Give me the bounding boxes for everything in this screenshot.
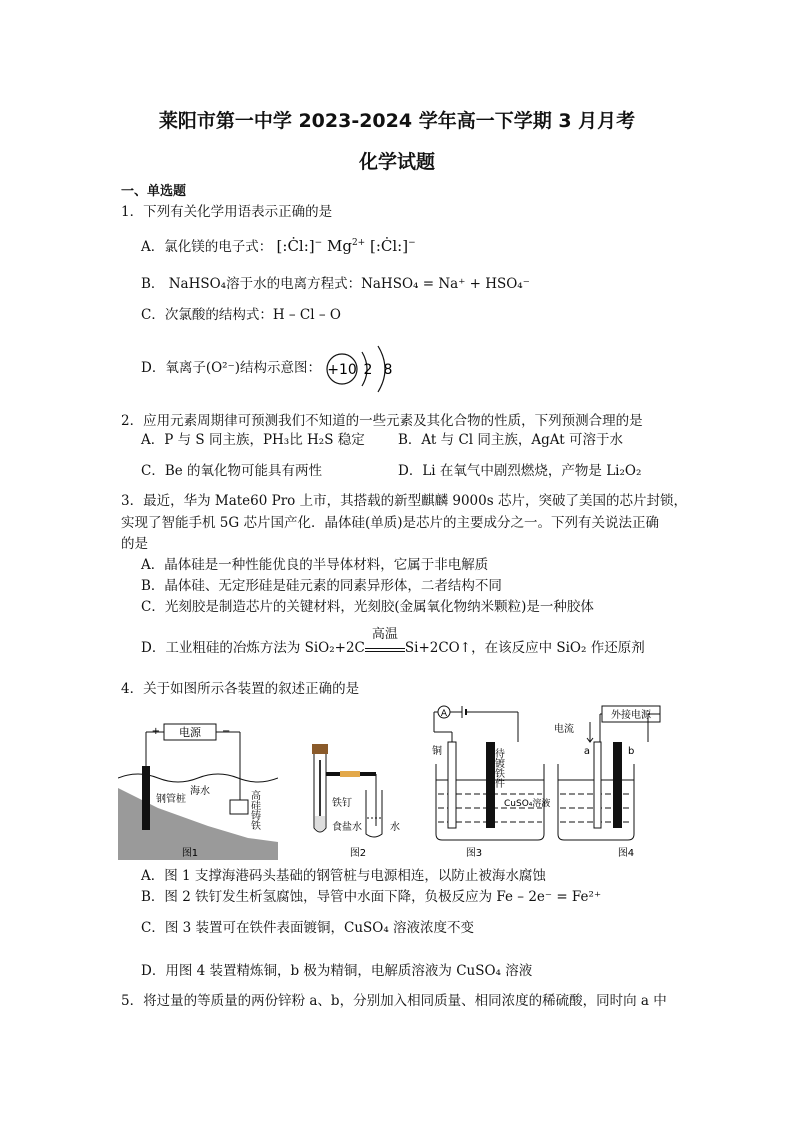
section-heading: 一、单选题	[121, 184, 187, 199]
q1-option-c: C．次氯酸的结构式：H – Cl – O	[141, 307, 341, 323]
q1-option-a-text: A．氯化镁的电子式：	[141, 239, 273, 255]
q3-option-b: B．晶体硅、无定形硅是硅元素的同素异形体，二者结构不同	[141, 578, 502, 594]
q4-stem: 4．关于如图所示各装置的叙述正确的是	[121, 681, 360, 697]
fig3-solution-label: CuSO₄溶液	[504, 799, 551, 809]
svg-text:+: +	[151, 726, 160, 737]
figure-2-nail-corrosion	[300, 740, 418, 860]
fig4-supply-label: 外接电源	[611, 710, 651, 721]
fig3-caption: 图3	[465, 848, 483, 859]
q3-option-c: C．光刻胶是制造芯片的关键材料，光刻胶(金属氧化物纳米颗粒)是一种胶体	[141, 599, 594, 615]
page-title: 莱阳市第一中学 2023-2024 学年高一下学期 3 月月考	[158, 110, 636, 132]
fig2-nail-label: 铁钉	[332, 798, 352, 809]
figure-1-cathodic-protection	[118, 718, 278, 860]
q3-option-d-pre: D．工业粗硅的冶炼方法为 SiO₂+2C	[141, 640, 365, 656]
q3-stem-line3: 的是	[121, 536, 148, 552]
fig2-caption: 图2	[349, 848, 367, 859]
q4-option-c: C．图 3 装置可在铁件表面镀铜，CuSO₄ 溶液浓度不变	[141, 920, 475, 936]
q3-option-d-post: Si+2CO↑，在该反应中 SiO₂ 作还原剂	[404, 640, 645, 656]
nucleus-charge: +10	[327, 362, 357, 378]
fig3-plated-label: 待镀铁件	[492, 748, 504, 788]
fig1-power-label: 电源	[179, 726, 201, 739]
q5-stem: 5．将过量的等质量的两份锌粉 a、b，分别加入相同质量、相同浓度的稀硫酸，同时向 a 中	[121, 993, 667, 1009]
q1-option-d: D．氧离子(O²⁻)结构示意图：	[141, 360, 321, 376]
figure-3-electroplating	[428, 702, 556, 860]
fig1-pile-label: 钢管桩	[156, 794, 186, 805]
q2-stem: 2．应用元素周期律可预测我们不知道的一些元素及其化合物的性质，下列预测合理的是	[121, 413, 643, 429]
fig3-meter-label: A	[440, 709, 448, 719]
oxide-ion-structure-diagram	[322, 340, 406, 398]
fig2-brine-label: 食盐水	[332, 822, 362, 833]
q3-option-d	[141, 627, 645, 657]
fig3-copper-label: 铜	[432, 746, 442, 757]
fig1-sea-label: 海水	[190, 786, 210, 797]
shell-1-count: 2	[363, 362, 373, 378]
q2-option-a: A．P 与 S 同主族，PH₃比 H₂S 稳定	[141, 432, 365, 448]
reaction-condition: 高温	[371, 627, 398, 642]
mgcl2-electron-formula: [:Ċl:]− $Mg^{2+}$ [:Ċl:]−	[276, 237, 416, 255]
reaction-arrow	[365, 627, 405, 652]
q3-stem-line2: 实现了智能手机 5G 芯片国产化．晶体硅(单质)是芯片的主要成分之一。下列有关说法正确	[121, 515, 659, 531]
fig1-caption: 图1	[181, 848, 199, 859]
q4-option-a: A．图 1 支撑海港码头基础的钢管桩与电源相连，以防止被海水腐蚀	[141, 868, 546, 884]
fig4-current-label: 电流	[554, 724, 574, 735]
q2-option-b: B．At 与 Cl 同主族，AgAt 可溶于水	[398, 432, 623, 448]
q2-option-c: C．Be 的氧化物可能具有两性	[141, 463, 323, 479]
q1-stem: 1．下列有关化学用语表示正确的是	[121, 204, 333, 220]
fig4-caption: 图4	[617, 848, 635, 859]
svg-text:−: −	[222, 726, 231, 737]
figure-4-copper-refining	[550, 702, 678, 860]
q4-option-d: D．用图 4 装置精炼铜，b 极为精铜，电解质溶液为 CuSO₄ 溶液	[141, 963, 533, 979]
fig4-electrode-a-label: a	[583, 746, 590, 757]
q4-option-b: B．图 2 铁钉发生析氢腐蚀，导管中水面下降，负极反应为 Fe – 2e⁻ = Fe²⁺	[141, 889, 602, 905]
page-subtitle: 化学试题	[358, 151, 435, 173]
q2-option-d: D．Li 在氧气中剧烈燃烧，产物是 Li₂O₂	[398, 463, 642, 479]
fig4-electrode-b-label: b	[628, 746, 635, 757]
fig2-water-label: 水	[390, 822, 400, 833]
q1-option-b: B． NaHSO₄溶于水的电离方程式：NaHSO₄ = Na⁺ + HSO₄⁻	[141, 276, 530, 292]
q3-option-a: A．晶体硅是一种性能优良的半导体材料，它属于非电解质	[141, 557, 489, 573]
q3-stem-line1: 3．最近，华为 Mate60 Pro 上市，其搭载的新型麒麟 9000s 芯片，突破了美国的芯片封锁，	[121, 493, 687, 509]
q1-option-a	[141, 234, 416, 256]
fig1-iron-label: 高硅铸铁	[248, 790, 260, 830]
shell-2-count: 8	[383, 362, 393, 378]
